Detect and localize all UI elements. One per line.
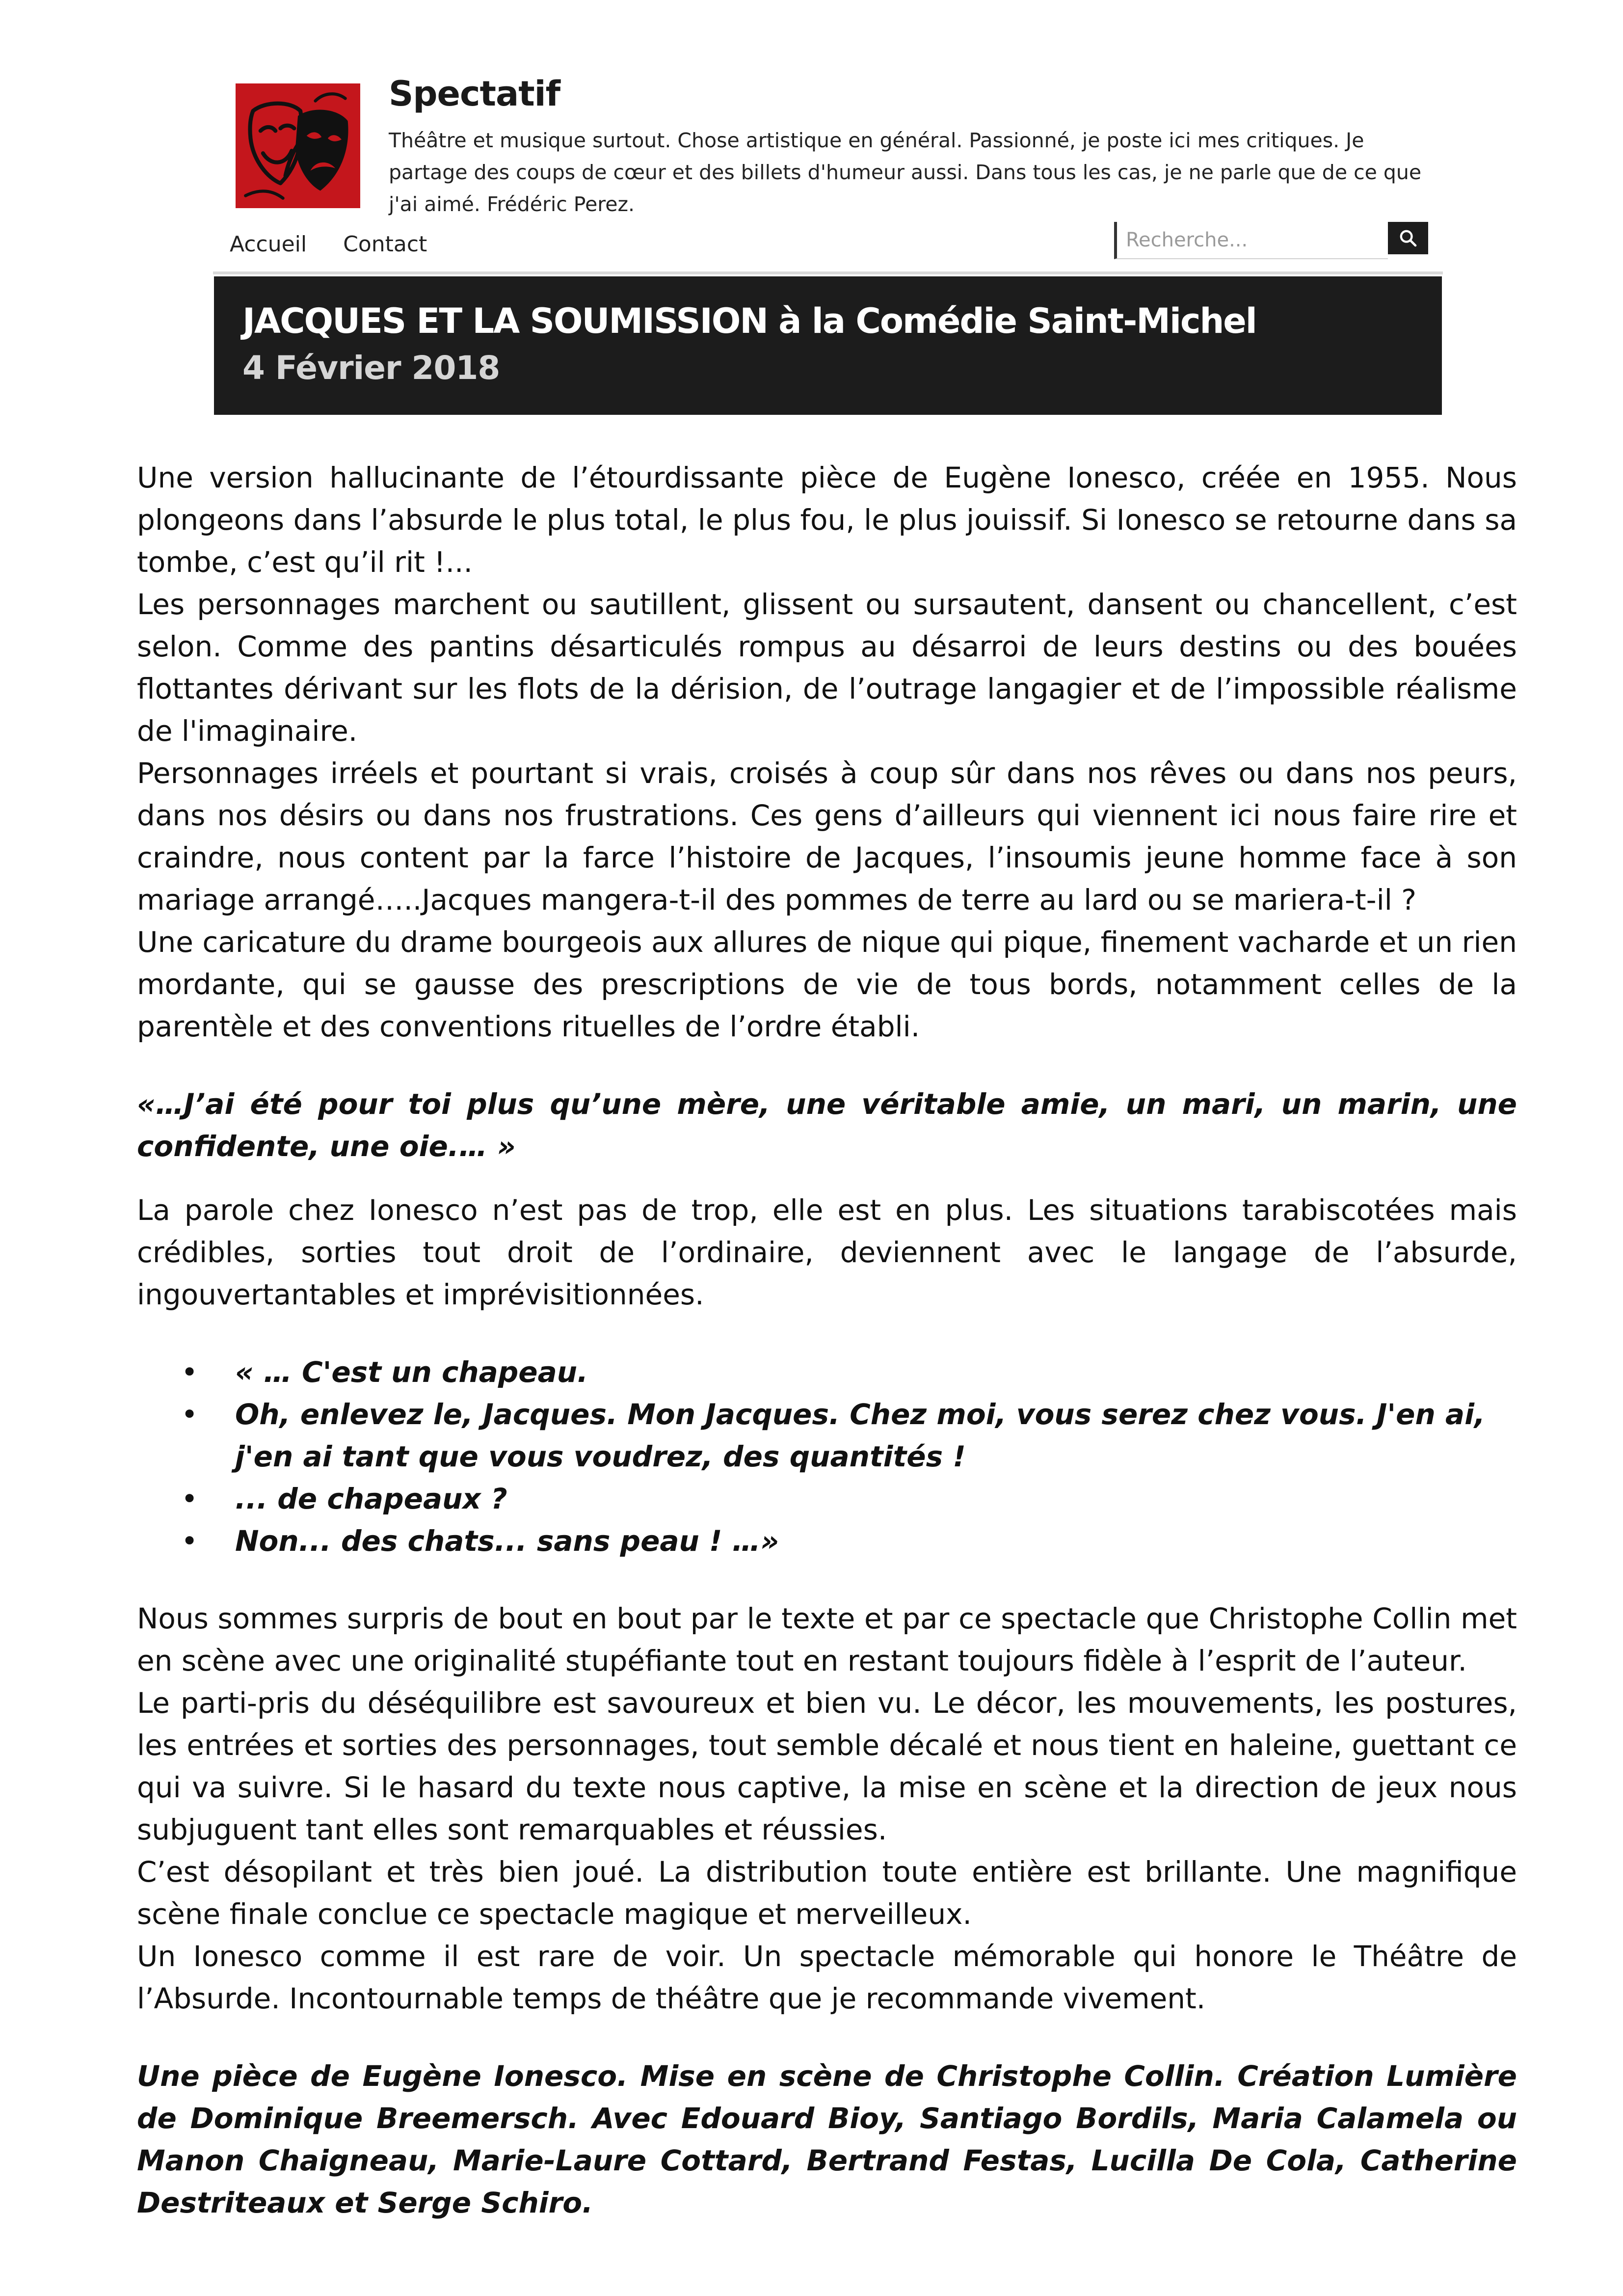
nav-item-accueil[interactable]: Accueil xyxy=(230,232,307,257)
article-paragraph: La parole chez Ionesco n’est pas de trop, elle est en plus. Les situations tarabiscotées mais crédibles, sorties tout droit de l’ordinaire, deviennent avec le langage de l’absurde, ingouvertantables et imprévisitionnées. xyxy=(137,1193,1517,1311)
dialogue-list xyxy=(137,1351,1517,1562)
article-body xyxy=(137,457,1517,2224)
search-input[interactable] xyxy=(1114,222,1388,259)
article-paragraph: Une caricature du drame bourgeois aux allures de nique qui pique, finement vacharde et un rien mordante, qui se gausse des prescriptions de vie de tous bords, notamment celles de la parentèle et des conventions rituelles de l’ordre établi. xyxy=(137,925,1517,1043)
nav-item-contact[interactable]: Contact xyxy=(343,232,427,257)
search-button[interactable] xyxy=(1388,222,1428,254)
article-paragraph: Les personnages marchent ou sautillent, glissent ou sursautent, dansent ou chancellent, c’est selon. Comme des pantins désarticulés rompus au désarroi de leurs destins ou des bouées flottantes dérivant sur les flots de la dérision, de l’outrage langagier et de l’impossible réalisme de l'imaginaire. xyxy=(137,588,1517,748)
dialogue-line: • ... de chapeaux ? xyxy=(235,1478,1517,1520)
article-paragraph: Une version hallucinante de l’étourdissante pièce de Eugène Ionesco, créée en 1955. Nous plongeons dans l’absurde le plus total, le plus fou, le plus jouissif. Si Ionesco se retourne dans sa tombe, c’est qu’il rit !... xyxy=(137,461,1517,579)
article-paragraph: C’est désopilant et très bien joué. La distribution toute entière est brillante. Une magnifique scène finale conclue ce spectacle magique et merveilleux. xyxy=(137,1855,1517,1931)
theatre-masks-icon xyxy=(236,83,360,208)
nav-divider xyxy=(213,271,1443,274)
post-title[interactable]: JACQUES ET LA SOUMISSION à la Comédie Saint-Michel xyxy=(242,301,1256,341)
article-paragraph: Le parti-pris du déséquilibre est savoureux et bien vu. Le décor, les mouvements, les postures, les entrées et sorties des personnages, tout semble décalé et nous tient en haleine, guettant ce qui va suivre. Si le hasard du texte nous captive, la mise en scène et la direction de jeux nous subjuguent tant elles sont remarquables et réussies. xyxy=(137,1686,1517,1846)
dialogue-line: • Non... des chats... sans peau ! …» xyxy=(235,1520,1517,1562)
dialogue-line: • « … C'est un chapeau. xyxy=(235,1351,1517,1393)
credits: Une pièce de Eugène Ionesco. Mise en scène de Christophe Collin. Création Lumière de Dominique Breemersch. Avec Edouard Bioy, Santiago Bordils, Maria Calamela ou Manon Chaigneau, Marie-Laure Cottard, Bertrand Festas, Lucilla De Cola, Catherine Destriteaux et Serge Schiro. xyxy=(137,2059,1517,2219)
article-paragraph: Nous sommes surpris de bout en bout par le texte et par ce spectacle que Christophe Collin met en scène avec une originalité stupéfiante tout en restant toujours fidèle à l’esprit de l’auteur. xyxy=(137,1602,1517,1677)
dialogue-line: • Oh, enlevez le, Jacques. Mon Jacques. Chez moi, vous serez chez vous. J'en ai, j'en ai tant que vous voudrez, des quantités ! xyxy=(235,1393,1517,1478)
search-icon xyxy=(1398,228,1418,248)
pull-quote: «…J’ai été pour toi plus qu’une mère, une véritable amie, un mari, un marin, une confidente, une oie.… » xyxy=(137,1087,1517,1163)
site-title[interactable]: Spectatif xyxy=(389,74,560,114)
post-date: 4 Février 2018 xyxy=(242,349,500,387)
site-logo[interactable] xyxy=(236,83,360,208)
post-banner xyxy=(214,276,1442,415)
search-box xyxy=(1114,222,1428,259)
article-paragraph: Un Ionesco comme il est rare de voir. Un spectacle mémorable qui honore le Théâtre de l’Absurde. Incontournable temps de théâtre que je recommande vivement. xyxy=(137,1940,1517,2015)
article-paragraph: Personnages irréels et pourtant si vrais, croisés à coup sûr dans nos rêves ou dans nos peurs, dans nos désirs ou dans nos frustrations. Ces gens d’ailleurs qui viennent ici nous faire rire et craindre, nous content par la farce l’histoire de Jacques, l’insoumis jeune homme face à son mariage arrangé…..Jacques mangera-t-il des pommes de terre au lard ou se mariera-t-il ? xyxy=(137,756,1517,917)
main-nav xyxy=(230,232,427,257)
site-description: Théâtre et musique surtout. Chose artistique en général. Passionné, je poste ici mes critiques. Je partage des coups de cœur et des billets d'humeur aussi. Dans tous les cas, je ne parle que de ce que j'ai aimé. Frédéric Perez. xyxy=(389,129,1422,216)
